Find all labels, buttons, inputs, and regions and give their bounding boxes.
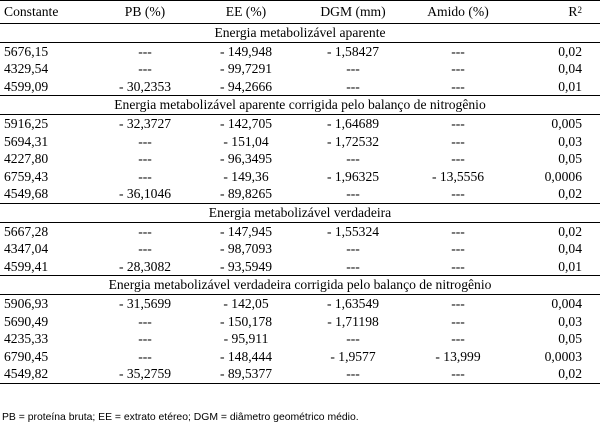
cell-r2: 0,02: [558, 223, 582, 239]
cell-pb: - 35,2759: [100, 365, 190, 383]
cell-constante: 4549,68: [4, 186, 49, 202]
table-row: [0, 294, 600, 312]
table-row: [0, 222, 600, 240]
cell-constante: 6790,45: [4, 348, 49, 364]
cell-amido: ---: [451, 313, 465, 329]
table-body: [0, 24, 600, 384]
cell-amido: - 13,999: [435, 348, 481, 364]
cell-amido: ---: [451, 133, 465, 149]
cell-pb: ---: [138, 223, 152, 239]
cell-r2: 0,04: [558, 241, 582, 257]
section-title: Energia metabolizável aparente: [0, 24, 600, 43]
header-pb: PB (%): [100, 1, 190, 24]
cell-ee: - 151,04: [223, 133, 269, 149]
table-row: [0, 185, 600, 203]
cell-constante: 4227,80: [4, 151, 49, 167]
section-header-row: [0, 96, 600, 115]
cell-ee: - 94,2666: [219, 78, 273, 94]
cell-amido: ---: [451, 241, 465, 257]
cell-pb: ---: [138, 168, 152, 184]
table-row: [0, 133, 600, 151]
cell-ee: - 150,178: [219, 313, 273, 329]
table-row: [0, 258, 600, 276]
cell-dgm: ---: [302, 365, 404, 383]
cell-constante: 6759,43: [4, 168, 49, 184]
cell-dgm: ---: [346, 78, 360, 94]
cell-constante: 5690,49: [4, 313, 49, 329]
cell-dgm: - 1,71198: [327, 313, 379, 329]
table-footnote: PB = proteína bruta; EE = extrato etéreo; DGM = diâmetro geométrico médio.: [2, 412, 359, 423]
cell-constante: 4599,09: [4, 78, 49, 94]
header-ee: EE (%): [190, 1, 302, 24]
cell-r2: 0,0003: [544, 348, 582, 364]
table-row: [0, 42, 600, 60]
cell-dgm: - 1,9577: [330, 348, 376, 364]
cell-r2: 0,02: [558, 186, 582, 202]
table-row: [0, 78, 600, 96]
cell-ee: - 99,7291: [219, 61, 273, 77]
cell-amido: ---: [404, 365, 512, 383]
cell-r2: 0,005: [551, 115, 582, 131]
cell-pb: ---: [138, 43, 152, 59]
cell-ee: - 142,05: [223, 295, 269, 311]
section-title: Energia metabolizável verdadeira corrigida pelo balanço de nitrogênio: [0, 276, 600, 295]
cell-ee: - 98,7093: [219, 241, 273, 257]
cell-r2: 0,02: [512, 365, 600, 383]
cell-ee: - 89,8265: [219, 186, 273, 202]
cell-dgm: ---: [346, 151, 360, 167]
cell-pb: - 30,2353: [118, 78, 172, 94]
cell-amido: ---: [451, 78, 465, 94]
cell-constante: 4347,04: [4, 241, 49, 257]
cell-dgm: - 1,64689: [326, 115, 380, 131]
cell-amido: ---: [451, 331, 465, 347]
table-row: [0, 150, 600, 168]
cell-amido: ---: [451, 186, 465, 202]
cell-ee: - 147,945: [219, 223, 273, 239]
cell-dgm: ---: [346, 331, 360, 347]
cell-pb: ---: [138, 133, 152, 149]
cell-constante: 5694,31: [4, 133, 49, 149]
cell-dgm: - 1,55324: [326, 223, 380, 239]
table-row: [0, 330, 600, 348]
header-r-label: R: [568, 4, 578, 19]
cell-r2: 0,01: [558, 258, 582, 274]
cell-pb: ---: [138, 151, 152, 167]
cell-constante: 4329,54: [4, 61, 49, 77]
cell-dgm: - 1,96325: [326, 168, 380, 184]
cell-amido: ---: [451, 223, 465, 239]
cell-ee: - 142,705: [219, 115, 273, 131]
header-constante: Constante: [0, 1, 100, 24]
section-title: Energia metabolizável aparente corrigida pelo balanço de nitrogênio: [0, 96, 600, 115]
cell-amido: ---: [451, 115, 465, 131]
cell-dgm: - 1,63549: [326, 295, 380, 311]
table-row: [0, 240, 600, 258]
cell-r2: 0,05: [558, 151, 582, 167]
cell-constante: 4235,33: [4, 331, 49, 347]
cell-r2: 0,03: [558, 133, 582, 149]
cell-dgm: ---: [346, 61, 360, 77]
cell-pb: ---: [138, 313, 152, 329]
cell-dgm: ---: [346, 186, 360, 202]
cell-ee: - 149,36: [223, 168, 269, 184]
cell-amido: ---: [451, 258, 465, 274]
cell-pb: ---: [138, 348, 152, 364]
cell-constante: 4599,41: [4, 258, 49, 274]
cell-r2: 0,03: [558, 313, 582, 329]
table-row: [0, 365, 600, 383]
cell-constante: 5676,15: [4, 43, 49, 59]
cell-r2: 0,05: [558, 331, 582, 347]
cell-ee: - 89,5377: [190, 365, 302, 383]
cell-pb: ---: [138, 241, 152, 257]
header-row: [0, 1, 600, 24]
cell-constante: 5916,25: [4, 115, 49, 131]
cell-r2: 0,0006: [544, 168, 582, 184]
section-title: Energia metabolizável verdadeira: [0, 203, 600, 222]
cell-r2: 0,02: [558, 43, 582, 59]
cell-dgm: - 1,72532: [326, 133, 380, 149]
cell-constante: 4549,82: [0, 365, 100, 383]
cell-r2: 0,004: [551, 295, 582, 311]
header-amido: Amido (%): [404, 1, 512, 24]
table-row: [0, 168, 600, 186]
cell-constante: 5667,28: [4, 223, 49, 239]
cell-constante: 5906,93: [4, 295, 49, 311]
cell-ee: - 148,444: [219, 348, 273, 364]
cell-amido: - 13,5556: [431, 168, 485, 184]
cell-ee: - 96,3495: [219, 151, 273, 167]
cell-dgm: ---: [346, 258, 360, 274]
cell-pb: - 28,3082: [118, 258, 172, 274]
section-header-row: [0, 203, 600, 222]
cell-dgm: ---: [346, 241, 360, 257]
cell-amido: ---: [451, 151, 465, 167]
cell-pb: ---: [138, 331, 152, 347]
cell-amido: ---: [451, 295, 465, 311]
header-r-superscript: 2: [577, 5, 582, 15]
cell-dgm: - 1,58427: [326, 43, 380, 59]
cell-amido: ---: [451, 43, 465, 59]
header-r2: [512, 1, 600, 24]
cell-pb: ---: [138, 61, 152, 77]
header-dgm: DGM (mm): [302, 1, 404, 24]
table-row: [0, 114, 600, 132]
cell-ee: - 93,5949: [219, 258, 273, 274]
cell-pb: - 31,5699: [118, 295, 172, 311]
section-header-row: [0, 24, 600, 43]
cell-r2: 0,04: [558, 61, 582, 77]
cell-ee: - 95,911: [223, 331, 269, 347]
cell-amido: ---: [451, 61, 465, 77]
table-row: [0, 313, 600, 331]
cell-pb: - 36,1046: [118, 186, 172, 202]
cell-pb: - 32,3727: [118, 115, 172, 131]
cell-r2: 0,01: [558, 78, 582, 94]
cell-ee: - 149,948: [219, 43, 273, 59]
section-header-row: [0, 276, 600, 295]
table-row: [0, 348, 600, 366]
table-row: [0, 60, 600, 78]
